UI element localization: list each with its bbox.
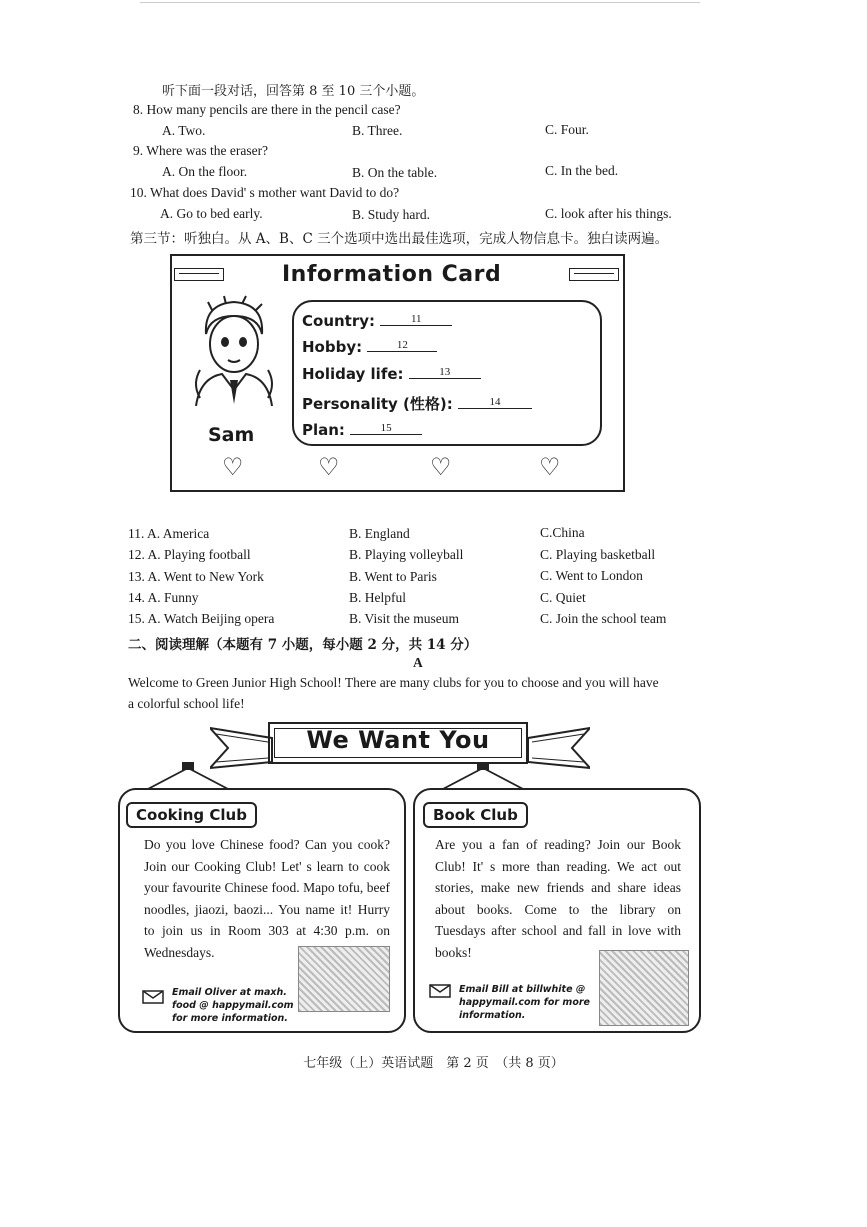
blank-15: 15 (350, 422, 422, 435)
envelope-icon (429, 984, 451, 998)
q9-option-b: B. On the table. (352, 165, 438, 180)
q11-option-b: B. England (349, 526, 410, 541)
cooking-photo (298, 946, 390, 1012)
banner-box (268, 722, 528, 764)
q12-option-b: B. Playing volleyball (349, 547, 464, 562)
q14-option-c: C. Quiet (540, 590, 586, 605)
board-hanger-icon (433, 762, 533, 790)
cooking-club-title: Cooking Club (126, 802, 257, 828)
card-title: Information Card (282, 262, 502, 287)
field-personality (302, 393, 532, 414)
section3-instruction: 第三节：听独白。从 A、B、C 三个选项中选出最佳选项，完成人物信息卡。独白读两遍。 (130, 231, 669, 247)
q9-option-c: C. In the bed. (545, 163, 619, 178)
character-name: Sam (208, 424, 255, 446)
q12-option-c: C. Playing basketball (540, 547, 656, 562)
book-club-title: Book Club (423, 802, 528, 828)
heart-icon: ♡ (430, 455, 452, 481)
field-label: Holiday life: (302, 365, 404, 383)
information-card (170, 254, 625, 492)
cooking-club-text: Do you love Chinese food? Can you cook? Join our Cooking Club! Let' s learn to cook your favourite Chinese food. Mapo tofu, beef noodles, jiaozi, baozi... You name it! Hurry to join us in Room 303 at 4:30 p.m. on Wednesdays. (144, 837, 390, 960)
board-hanger-icon (138, 762, 238, 790)
q14-option-a: 14. A. Funny (128, 590, 199, 605)
blank-14: 14 (458, 396, 532, 409)
reading-photo (599, 950, 689, 1026)
field-label: Personality (性格): (302, 395, 453, 413)
q10-option-a: A. Go to bed early. (160, 206, 263, 221)
book-club-email: Email Bill at billwhite @ happymail.com for more information. (459, 984, 590, 1021)
card-tag-right (569, 268, 619, 281)
q15-option-b: B. Visit the museum (349, 611, 459, 626)
intro-line-1: Welcome to Green Junior High School! There are many clubs for you to choose and you will have (128, 675, 659, 690)
intro-line-2: a colorful school life! (128, 696, 245, 711)
heart-icon: ♡ (539, 455, 561, 481)
book-club-board (413, 788, 701, 1033)
card-tag-left (174, 268, 224, 281)
passage-label: A (413, 655, 423, 670)
field-hobby (302, 338, 437, 356)
field-holiday-life (302, 365, 481, 383)
reading-heading: 二、阅读理解（本题有 7 小题，每小题 2 分，共 14 分） (128, 637, 478, 653)
q14-option-b: B. Helpful (349, 590, 406, 605)
q10-option-c: C. look after his things. (545, 206, 672, 221)
blank-13: 13 (409, 366, 481, 379)
scan-edge-line (140, 2, 700, 3)
q8-option-b: B. Three. (352, 123, 403, 138)
blank-11: 11 (380, 313, 452, 326)
listening-instruction: 听下面一段对话，回答第 8 至 10 三个小题。 (162, 84, 425, 99)
heart-icon: ♡ (318, 455, 340, 481)
q13-option-a: 13. A. Went to New York (128, 569, 264, 584)
q15-option-a: 15. A. Watch Beijing opera (128, 611, 275, 626)
q12-option-a: 12. A. Playing football (128, 547, 251, 562)
heart-icon: ♡ (222, 455, 244, 481)
field-country (302, 312, 452, 330)
q8-option-c: C. Four. (545, 122, 589, 137)
field-plan (302, 421, 422, 439)
q9-option-a: A. On the floor. (162, 164, 248, 179)
field-label: Country: (302, 312, 376, 330)
cooking-club-board (118, 788, 406, 1033)
q13-option-c: C. Went to London (540, 568, 643, 583)
page-footer: 七年级（上）英语试题 第 2 页 （共 8 页） (303, 1056, 564, 1071)
q10-option-b: B. Study hard. (352, 207, 431, 222)
banner-title: We Want You (306, 726, 490, 754)
q11-option-a: 11. A. America (128, 526, 210, 541)
question-8: 8. How many pencils are there in the pencil case? (133, 102, 401, 117)
blank-12: 12 (367, 339, 437, 352)
q15-option-c: C. Join the school team (540, 611, 667, 626)
q13-option-b: B. Went to Paris (349, 569, 437, 584)
field-label: Plan: (302, 421, 345, 439)
q11-option-c: C.China (540, 525, 585, 540)
question-10: 10. What does David' s mother want David to do? (130, 185, 400, 200)
q8-option-a: A. Two. (162, 123, 206, 138)
book-club-text: Are you a fan of reading? Join our Book Club! It' s more than reading. We act out stories, make new friends and share ideas about books. Come to the library on Tuesdays after school and fall in love with books! (435, 837, 681, 960)
envelope-icon (142, 990, 164, 1004)
question-9: 9. Where was the eraser? (133, 143, 269, 158)
cooking-club-email: Email Oliver at maxh. food @ happymail.com for more information. (172, 987, 294, 1024)
field-label: Hobby: (302, 338, 363, 356)
boy-portrait-icon (186, 294, 282, 406)
